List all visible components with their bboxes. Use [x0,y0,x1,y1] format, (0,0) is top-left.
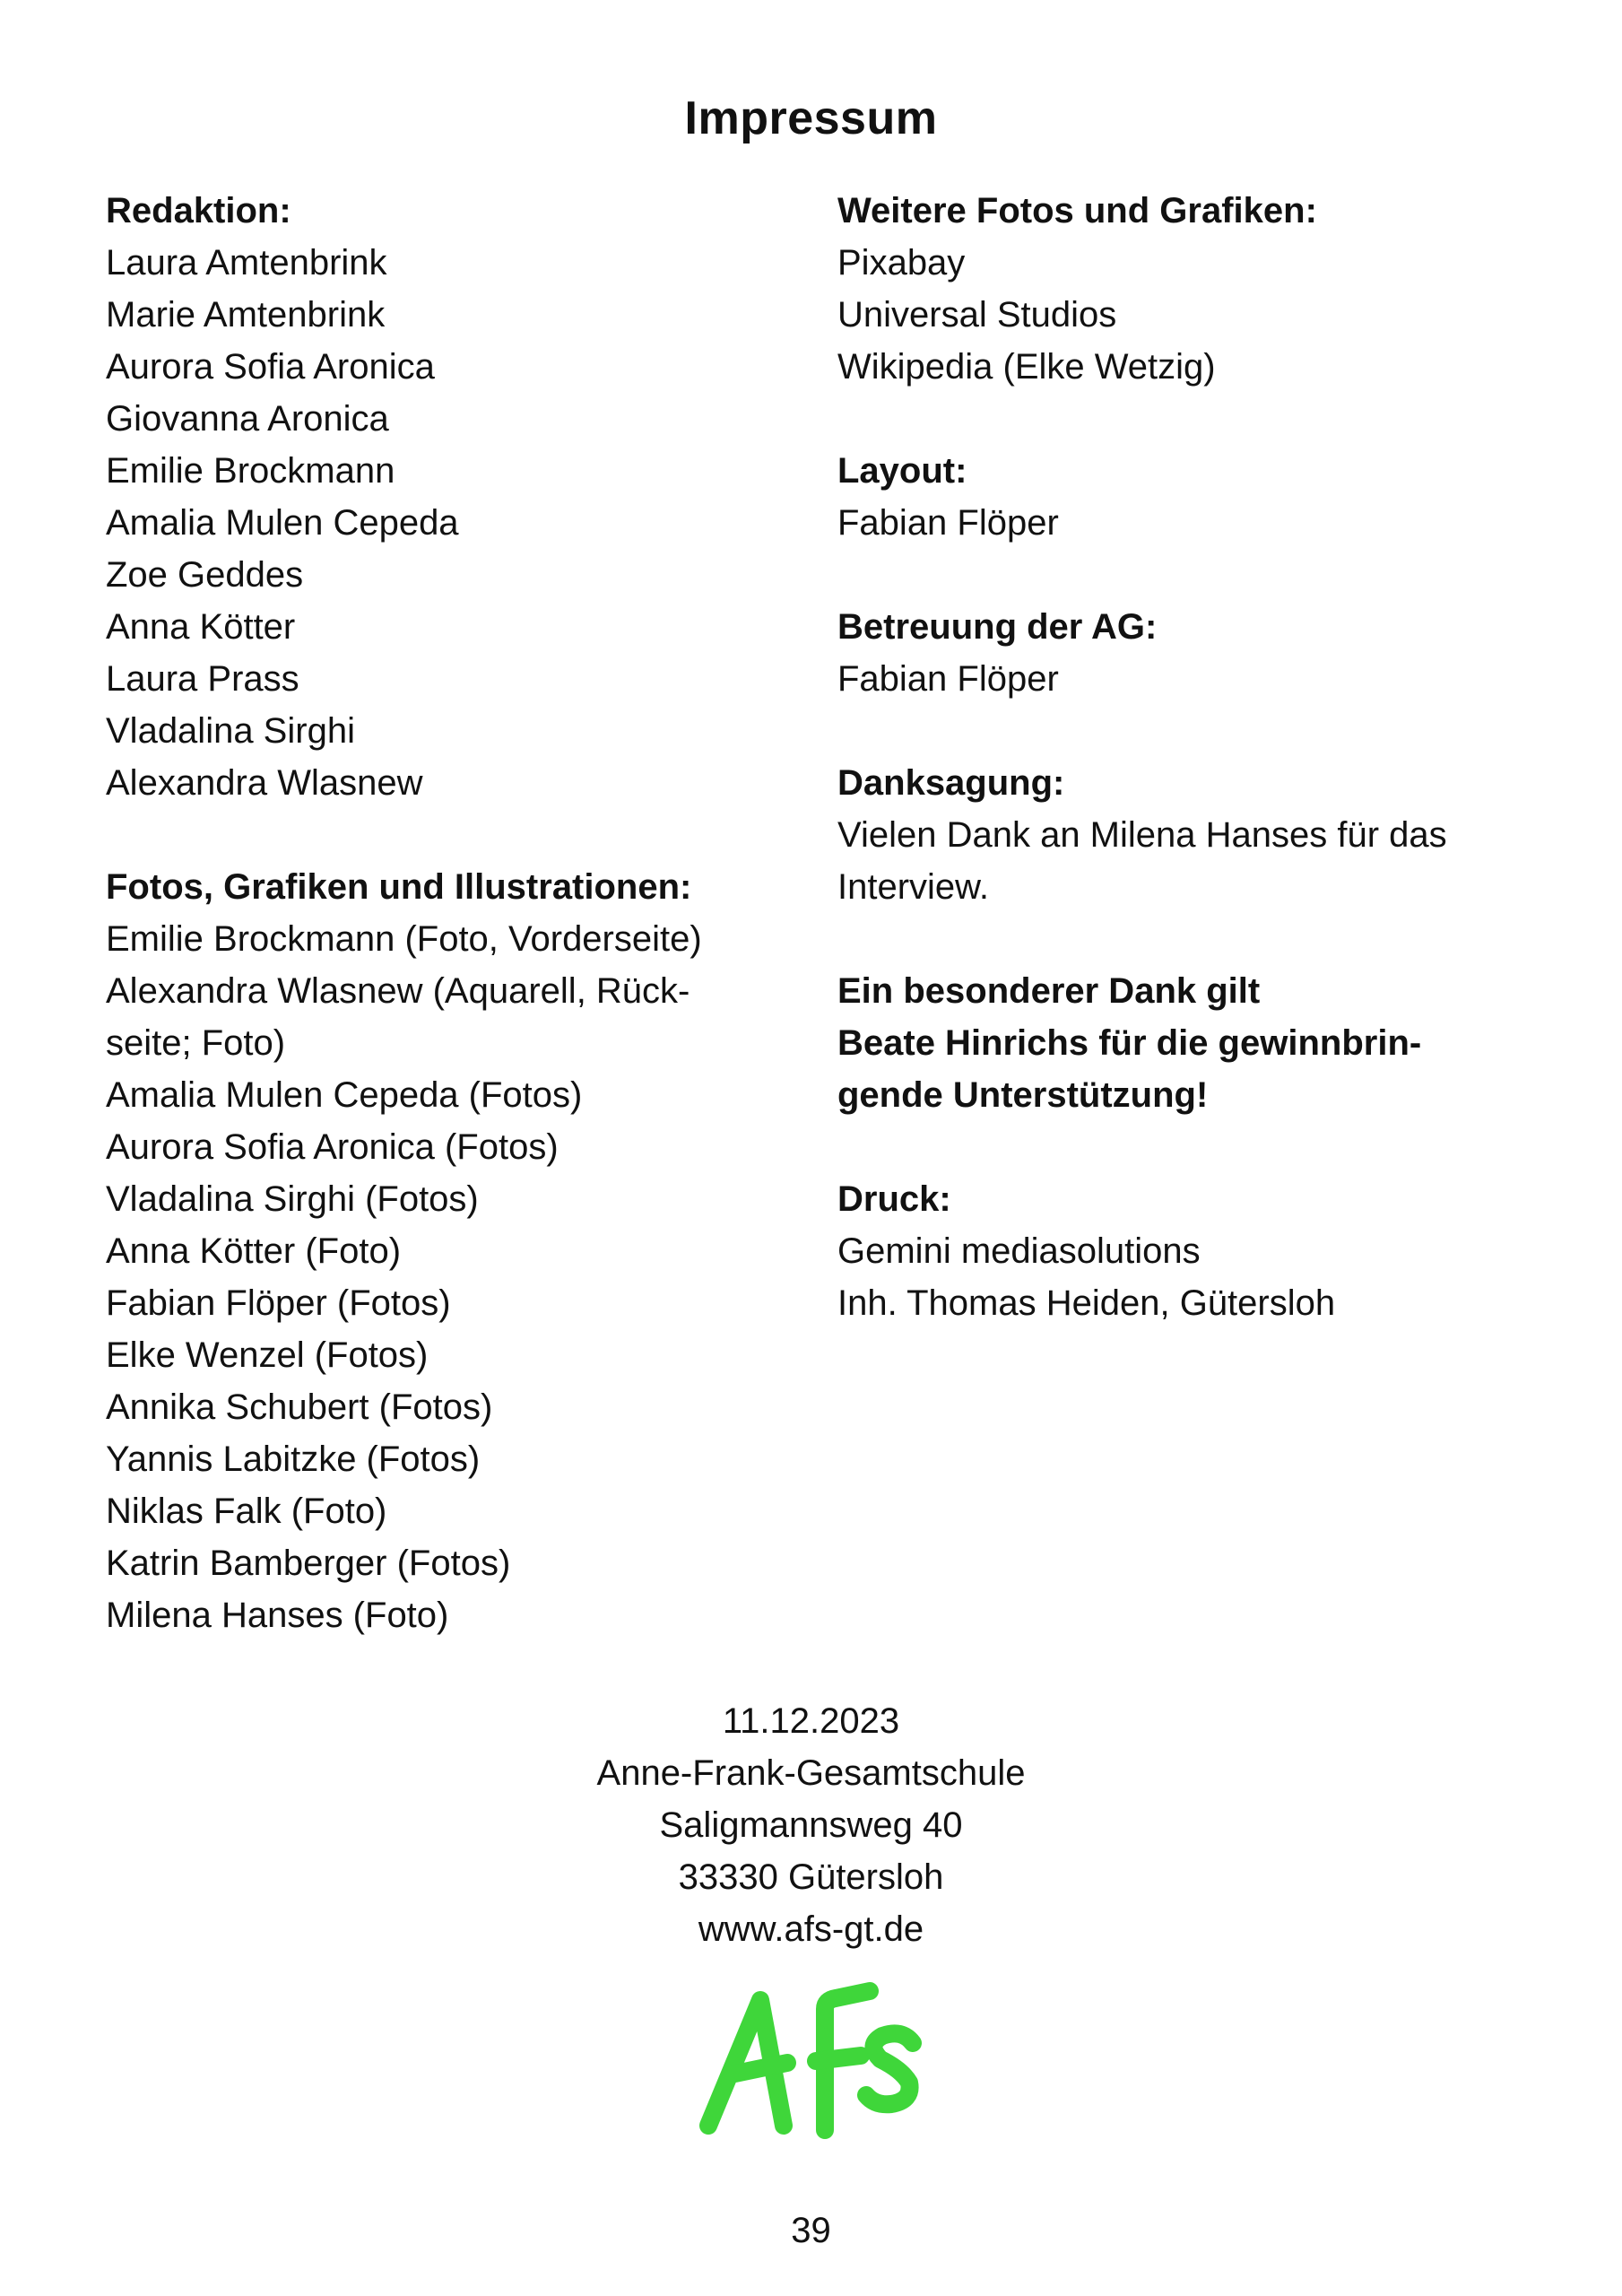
fotos-section [106,861,823,1641]
left-column [106,185,823,1693]
danksagung-section [837,757,1537,913]
redaktion-section [106,185,823,809]
school-name: Anne-Frank-Gesamtschule [596,1753,1026,1793]
fotos-credit: Annika Schubert (Fotos) [106,1387,493,1427]
redaktion-name: Marie Amtenbrink [106,295,386,335]
redaktion-name: Emilie Brockmann [106,451,395,491]
betreuung-heading: Betreuung der AG: [837,607,1158,647]
redaktion-heading: Redaktion: [106,191,291,230]
danksagung-text: Vielen Dank an Milena Hanses für das [837,815,1447,855]
fotos-credit: Anna Kötter (Foto) [106,1231,402,1271]
logo-letter-s [866,2033,913,2104]
redaktion-name: Laura Amtenbrink [106,243,387,283]
website-link[interactable]: www.afs-gt.de [698,1909,924,1949]
fotos-credit: Katrin Bamberger (Fotos) [106,1544,511,1583]
fotos-credit: Emilie Brockmann (Foto, Vorderseite) [106,919,702,959]
fotos-credit: Aurora Sofia Aronica (Fotos) [106,1127,559,1167]
weitere-fotos-source: Wikipedia (Elke Wetzig) [837,347,1216,387]
betreuung-section [837,601,1537,705]
redaktion-name: Giovanna Aronica [106,399,389,439]
besonderer-dank-text: gende Unterstützung! [837,1075,1209,1115]
weitere-fotos-source: Universal Studios [837,295,1117,335]
street-address: Saligmannsweg 40 [659,1805,963,1845]
layout-heading: Layout: [837,451,967,491]
redaktion-name: Aurora Sofia Aronica [106,347,435,387]
fotos-credit: Fabian Flöper (Fotos) [106,1283,451,1323]
redaktion-name: Alexandra Wlasnew [106,763,423,803]
druck-line: Gemini mediasolutions [837,1231,1201,1271]
danksagung-text: Interview. [837,867,989,907]
afs-logo [690,1973,932,2144]
betreuung-name: Fabian Flöper [837,659,1059,699]
redaktion-name: Zoe Geddes [106,555,304,595]
besonderer-dank-section [837,965,1537,1121]
weitere-fotos-source: Pixabay [837,243,966,283]
page-number: 39 [791,2211,831,2250]
redaktion-name: Anna Kötter [106,607,296,647]
logo-letter-a-bar [735,2063,787,2074]
city-address: 33330 Gütersloh [678,1857,944,1897]
weitere-fotos-section [837,185,1537,393]
besonderer-dank-text: Beate Hinrichs für die gewinnbrin- [837,1023,1422,1063]
layout-name: Fabian Flöper [837,503,1059,543]
fotos-credit: Elke Wenzel (Fotos) [106,1335,429,1375]
page-title: Impressum [684,92,938,144]
fotos-credit: seite; Foto) [106,1023,286,1063]
layout-section [837,445,1537,549]
redaktion-name: Laura Prass [106,659,299,699]
fotos-credit: Niklas Falk (Foto) [106,1492,387,1531]
logo-letter-f-bar [816,2056,861,2061]
fotos-heading: Fotos, Grafiken und Illustrationen: [106,867,692,907]
besonderer-dank-text: Ein besonderer Dank gilt [837,971,1261,1011]
fotos-credit: Milena Hanses (Foto) [106,1596,449,1635]
fotos-credit: Alexandra Wlasnew (Aquarell, Rück- [106,971,690,1011]
fotos-credit: Yannis Labitzke (Fotos) [106,1439,481,1479]
druck-line: Inh. Thomas Heiden, Gütersloh [837,1283,1336,1323]
fotos-credit: Amalia Mulen Cepeda (Fotos) [106,1075,583,1115]
redaktion-name: Vladalina Sirghi [106,711,355,751]
danksagung-heading: Danksagung: [837,763,1065,803]
fotos-credit: Vladalina Sirghi (Fotos) [106,1179,479,1219]
redaktion-name: Amalia Mulen Cepeda [106,503,459,543]
druck-section [837,1173,1537,1329]
publication-date: 11.12.2023 [722,1701,900,1741]
druck-heading: Druck: [837,1179,951,1219]
weitere-fotos-heading: Weitere Fotos und Grafiken: [837,191,1317,230]
address-block [0,1695,1622,1955]
right-column [837,185,1537,1381]
